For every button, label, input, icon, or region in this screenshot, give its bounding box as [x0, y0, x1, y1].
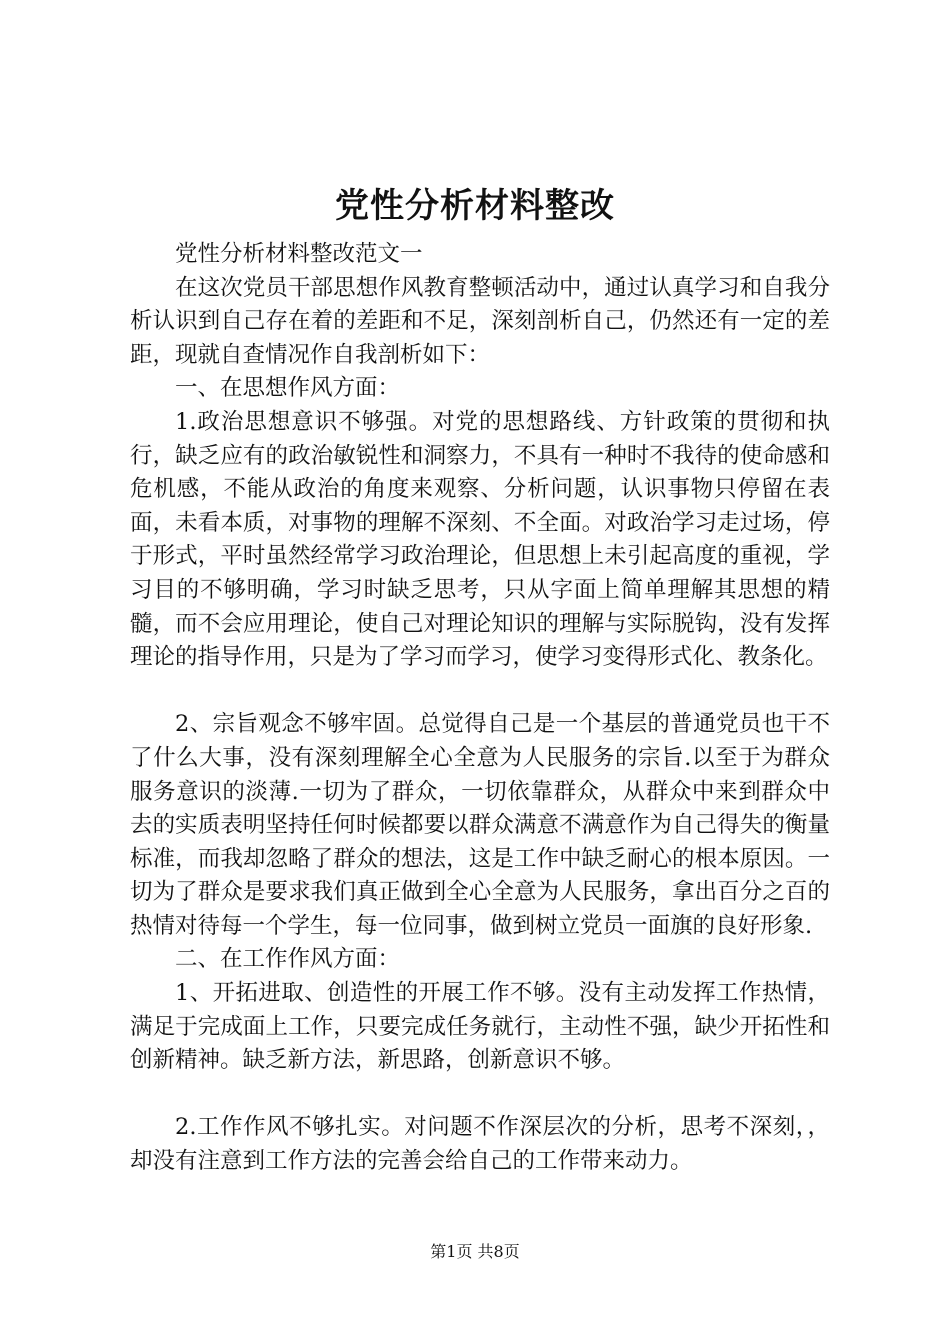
- paragraph-work-style: 2.工作作风不够扎实。对问题不作深层次的分析，思考不深刻，，却没有注意到工作方法的完善会给自己的工作带来动力。: [130, 1114, 830, 1175]
- document-title: 党性分析材料整改: [335, 186, 615, 226]
- section-heading-work: 二、在工作作风方面：: [175, 946, 401, 973]
- section-heading-thought: 一、在思想作风方面：: [175, 375, 401, 402]
- document-body: [130, 238, 830, 1179]
- paragraph-political-awareness: 1.政治思想意识不够强。对党的思想路线、方针政策的贯彻和执行，缺乏应有的政治敏锐性和洞察力，不具有一种时不我待的使命感和危机感，不能从政治的角度来观察、分析问题，认识事物只停留在表面，未看本质，对事物的理解不深刻、不全面。对政治学习走过场，停于形式，平时虽然经常学习政治理论，但思想上未引起高度的重视，学习目的不够明确，学习时缺乏思考，只从字面上简单理解其思想的精髓，而不会应用理论，使自己对理论知识的理解与实际脱钩，没有发挥理论的指导作用，只是为了学习而学习，使学习变得形式化、教条化。: [130, 408, 830, 671]
- paragraph-purpose-concept: 2、宗旨观念不够牢固。总觉得自己是一个基层的普通党员也干不了什么大事，没有深刻理解全心全意为人民服务的宗旨.以至于为群众服务意识的淡薄.一切为了群众，一切依靠群众，从群众中来到群众中去的实质表明坚持任何时候都要以群众满意不满意作为自己得失的衡量标准，而我却忽略了群众的想法，这是工作中缺乏耐心的根本原因。一切为了群众是要求我们真正做到全心全意为人民服务，拿出百分之百的热情对待每一个学生，每一位同事，做到树立党员一面旗的良好形象.: [130, 711, 830, 939]
- intro-paragraph: 在这次党员干部思想作风教育整顿活动中，通过认真学习和自我分析认识到自己存在着的差距和不足，深刻剖析自己，仍然还有一定的差距，现就自查情况作自我剖析如下：: [130, 274, 830, 368]
- page-indicator: 第1页 共8页: [430, 1242, 520, 1261]
- paragraph-innovation: 1、开拓进取、创造性的开展工作不够。没有主动发挥工作热情，满足于完成面上工作，只要完成任务就行，主动性不强，缺少开拓性和创新精神。缺乏新方法，新思路，创新意识不够。: [130, 980, 830, 1074]
- subtitle-paragraph: 党性分析材料整改范文一: [175, 241, 423, 267]
